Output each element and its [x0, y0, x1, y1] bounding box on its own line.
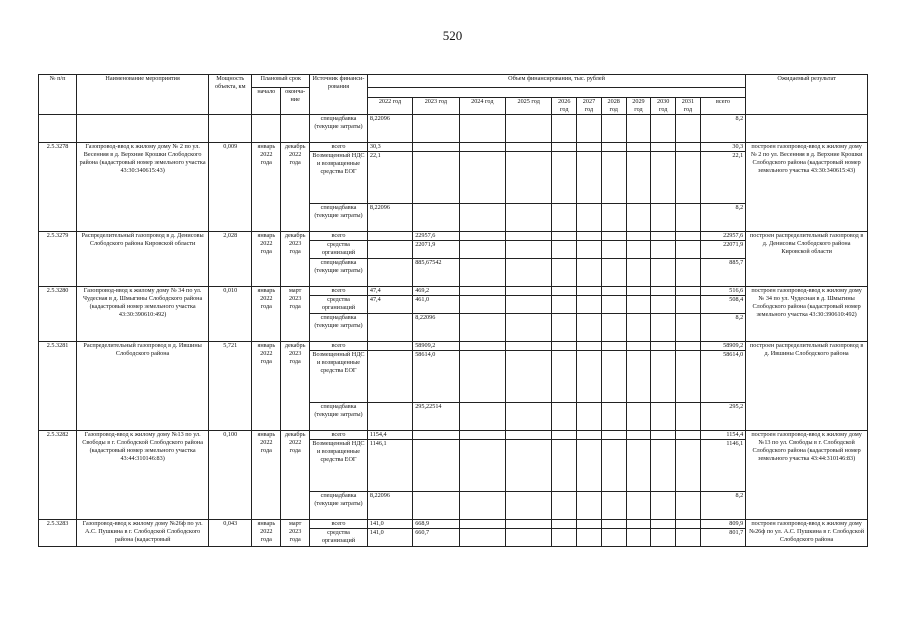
cell-value [459, 152, 505, 204]
cell-start: январь 2022 года [252, 143, 281, 232]
table-body [39, 115, 868, 547]
header-result: Ожидаемый результат [746, 75, 868, 115]
cell-value [459, 314, 505, 342]
cell-start: январь 2022 года [252, 520, 281, 547]
cell-num [39, 115, 77, 143]
cell-value [626, 115, 651, 143]
table-row [39, 520, 868, 529]
cell-value [651, 529, 676, 547]
cell-total: 8,2 [700, 115, 745, 143]
cell-value [413, 440, 459, 492]
cell-source: всего [310, 431, 368, 440]
financing-table [38, 74, 868, 547]
cell-value: 461,0 [413, 296, 459, 314]
cell-num: 2.5.3279 [39, 232, 77, 287]
header-source: Источник финанси- рования [310, 75, 368, 115]
cell-value [651, 492, 676, 520]
cell-value: 141,0 [367, 520, 412, 529]
cell-value [626, 351, 651, 403]
cell-num: 2.5.3280 [39, 287, 77, 342]
table-row [39, 287, 868, 296]
cell-value [552, 241, 577, 259]
cell-value [651, 342, 676, 351]
header-capacity: Мощность объекта, км [209, 75, 252, 115]
cell-source: Возмещенный НДС и возвращенные средства ЕОГ [310, 152, 368, 204]
cell-value: 47,4 [367, 287, 412, 296]
cell-value [577, 403, 602, 431]
cell-value [459, 204, 505, 232]
cell-source: всего [310, 232, 368, 241]
cell-value [676, 529, 701, 547]
cell-total: 1146,1 [700, 440, 745, 492]
cell-value [552, 403, 577, 431]
cell-value [626, 143, 651, 152]
cell-value [601, 342, 626, 351]
cell-source: всего [310, 143, 368, 152]
cell-name: Газопровод-ввод к жилому дому № 34 по ул. Чудесная в д. Шмыгины Слободского района (кадастровый номер земельного участка 43:30:390610:492) [77, 287, 209, 342]
cell-value [367, 259, 412, 287]
cell-start: январь 2022 года [252, 232, 281, 287]
header-total: всего [700, 98, 745, 115]
cell-value [651, 431, 676, 440]
cell-value [413, 115, 459, 143]
cell-source: средства организаций [310, 529, 368, 547]
cell-value [505, 529, 551, 547]
cell-value [552, 152, 577, 204]
cell-value: 30,3 [367, 143, 412, 152]
cell-total: 22,1 [700, 152, 745, 204]
cell-value [651, 115, 676, 143]
cell-value [577, 241, 602, 259]
cell-value [552, 232, 577, 241]
cell-value [505, 152, 551, 204]
cell-value [626, 342, 651, 351]
cell-value [626, 204, 651, 232]
cell-num: 2.5.3283 [39, 520, 77, 547]
cell-value: 1154,4 [367, 431, 412, 440]
cell-value [367, 241, 412, 259]
cell-value [651, 241, 676, 259]
cell-total: 8,2 [700, 492, 745, 520]
cell-value: 141,0 [367, 529, 412, 547]
cell-value [367, 351, 412, 403]
cell-value [676, 342, 701, 351]
cell-value [626, 314, 651, 342]
cell-value [601, 492, 626, 520]
cell-value [651, 520, 676, 529]
cell-name: Распределительный газопровод в д. Денисовы Слободского района Кировской области [77, 232, 209, 287]
cell-value [651, 403, 676, 431]
cell-value [651, 296, 676, 314]
cell-value [413, 492, 459, 520]
cell-value [577, 440, 602, 492]
cell-capacity: 0,010 [209, 287, 252, 342]
header-year: 2029 год [626, 98, 651, 115]
cell-value [459, 351, 505, 403]
cell-total: 801,7 [700, 529, 745, 547]
cell-value [505, 296, 551, 314]
cell-value: 1146,1 [367, 440, 412, 492]
cell-value [577, 314, 602, 342]
cell-total: 30,3 [700, 143, 745, 152]
cell-name: Газопровод-ввод к жилому дому №13 по ул. Свободы в г. Слободской Слободского района (кадастровый номер земельного участка 43:44:310146:83) [77, 431, 209, 520]
cell-value [601, 143, 626, 152]
cell-value: 668,9 [413, 520, 459, 529]
cell-value [459, 440, 505, 492]
cell-value [505, 314, 551, 342]
cell-total: 22957,6 [700, 232, 745, 241]
cell-source: средства организаций [310, 241, 368, 259]
cell-value [459, 241, 505, 259]
cell-value [577, 259, 602, 287]
cell-value [651, 204, 676, 232]
cell-value [676, 492, 701, 520]
cell-value [459, 529, 505, 547]
cell-value [413, 143, 459, 152]
header-year: 2027 год [577, 98, 602, 115]
cell-value [505, 403, 551, 431]
cell-result: построен распределительный газопровод в д. Ившины Слободского района [746, 342, 868, 431]
table-row [39, 232, 868, 241]
cell-value [676, 259, 701, 287]
cell-value [676, 287, 701, 296]
cell-value [676, 440, 701, 492]
cell-value [577, 492, 602, 520]
table-row [39, 143, 868, 152]
cell-value [367, 342, 412, 351]
header-year: 2031 год [676, 98, 701, 115]
cell-capacity: 0,009 [209, 143, 252, 232]
cell-value [552, 204, 577, 232]
cell-end [281, 115, 310, 143]
cell-value [601, 287, 626, 296]
cell-value [577, 287, 602, 296]
cell-value [459, 520, 505, 529]
cell-result: построен газопровод-ввод к жилому дому № 34 по ул. Чудесная в д. Шмыгины Слободского района (кадастровый номер земельного участка 43:30:390610:492) [746, 287, 868, 342]
cell-source: спецнадбавка (текущие затраты) [310, 259, 368, 287]
cell-value [626, 492, 651, 520]
cell-value [552, 351, 577, 403]
cell-value: 885,67542 [413, 259, 459, 287]
cell-value: 22071,9 [413, 241, 459, 259]
cell-value [651, 152, 676, 204]
cell-value [459, 287, 505, 296]
cell-value [505, 232, 551, 241]
cell-source: Возмещенный НДС и возвращенные средства ЕОГ [310, 351, 368, 403]
cell-value [367, 314, 412, 342]
cell-total: 58909,2 [700, 342, 745, 351]
cell-source: спецнадбавка (текущие затраты) [310, 314, 368, 342]
cell-value [413, 152, 459, 204]
cell-value [577, 143, 602, 152]
cell-value [601, 232, 626, 241]
cell-value [505, 143, 551, 152]
cell-capacity: 2,028 [209, 232, 252, 287]
cell-value [505, 342, 551, 351]
header-year: 2024 год [459, 98, 505, 115]
cell-value: 8,22096 [367, 492, 412, 520]
cell-value [552, 529, 577, 547]
cell-value [676, 351, 701, 403]
header-volume: Объем финансирования, тыс. рублей [367, 75, 745, 88]
cell-value [505, 492, 551, 520]
cell-value [626, 520, 651, 529]
cell-value [676, 232, 701, 241]
cell-total: 1154,4 [700, 431, 745, 440]
cell-value [413, 204, 459, 232]
cell-value [459, 296, 505, 314]
cell-source: средства организаций [310, 296, 368, 314]
cell-start: январь 2022 года [252, 431, 281, 520]
cell-result: построен газопровод-ввод к жилому дому №26ф по ул. А.С. Пушкина в г. Слободской Слободского района [746, 520, 868, 547]
cell-value [601, 440, 626, 492]
cell-value [601, 241, 626, 259]
cell-value [676, 152, 701, 204]
cell-value [505, 287, 551, 296]
cell-start [252, 115, 281, 143]
cell-value [601, 351, 626, 403]
cell-source: всего [310, 520, 368, 529]
cell-value [577, 431, 602, 440]
cell-value [577, 529, 602, 547]
cell-capacity: 0,100 [209, 431, 252, 520]
cell-value [601, 152, 626, 204]
cell-value [601, 314, 626, 342]
cell-value [601, 259, 626, 287]
header-year: 2028 год [601, 98, 626, 115]
cell-num: 2.5.3282 [39, 431, 77, 520]
cell-name: Распределительный газопровод в д. Ившины Слободского района [77, 342, 209, 431]
cell-value [505, 204, 551, 232]
cell-value [626, 259, 651, 287]
cell-value [367, 403, 412, 431]
cell-value [552, 492, 577, 520]
cell-result: построен газопровод-ввод к жилому дому № 2 по ул. Весенняя в д. Верхние Крошки Слободского района (кадастровый номер земельного участка 43:30:340615:43) [746, 143, 868, 232]
cell-end: декабрь 2023 года [281, 232, 310, 287]
cell-total: 508,4 [700, 296, 745, 314]
cell-value [626, 403, 651, 431]
cell-num: 2.5.3278 [39, 143, 77, 232]
cell-value [626, 529, 651, 547]
header-year: 2022 год [367, 98, 412, 115]
cell-value [577, 152, 602, 204]
cell-total: 58614,0 [700, 351, 745, 403]
cell-value: 58909,2 [413, 342, 459, 351]
cell-value [552, 296, 577, 314]
cell-value [676, 314, 701, 342]
cell-value [577, 115, 602, 143]
cell-value [676, 115, 701, 143]
cell-value [601, 431, 626, 440]
header-year: 2025 год [505, 98, 551, 115]
cell-value: 8,22096 [413, 314, 459, 342]
cell-name [77, 115, 209, 143]
cell-value: 22957,6 [413, 232, 459, 241]
cell-source: Возмещенный НДС и возвращенные средства ЕОГ [310, 440, 368, 492]
cell-value: 8,22096 [367, 204, 412, 232]
cell-value [459, 342, 505, 351]
cell-value [505, 351, 551, 403]
cell-value [601, 115, 626, 143]
cell-value [552, 143, 577, 152]
cell-source: спецнадбавка (текущие затраты) [310, 403, 368, 431]
cell-value [505, 115, 551, 143]
cell-value [651, 287, 676, 296]
cell-start: январь 2022 года [252, 342, 281, 431]
header-year: 2023 год [413, 98, 459, 115]
cell-value: 295,22514 [413, 403, 459, 431]
cell-total: 8,2 [700, 204, 745, 232]
cell-value [676, 296, 701, 314]
cell-capacity: 0,043 [209, 520, 252, 547]
cell-value [626, 431, 651, 440]
header-term-start: начало [252, 88, 281, 115]
cell-source: всего [310, 342, 368, 351]
cell-value [505, 440, 551, 492]
cell-name: Газопровод-ввод к жилому дому № 2 по ул. Весенняя в д. Верхние Крошки Слободского района (кадастровый номер земельного участка 43:30:340615:43) [77, 143, 209, 232]
cell-value [577, 351, 602, 403]
cell-value [676, 204, 701, 232]
cell-value: 469,2 [413, 287, 459, 296]
page-number: 520 [442, 28, 463, 43]
cell-total: 516,6 [700, 287, 745, 296]
cell-end: март 2023 года [281, 520, 310, 547]
table-header [39, 75, 868, 115]
header-num: № п/п [39, 75, 77, 115]
cell-value [505, 241, 551, 259]
header-term: Плановый срок [252, 75, 310, 88]
cell-value [413, 431, 459, 440]
cell-value [505, 259, 551, 287]
cell-value [601, 520, 626, 529]
cell-end: март 2023 года [281, 287, 310, 342]
cell-value [601, 296, 626, 314]
cell-num: 2.5.3281 [39, 342, 77, 431]
cell-source: спецнадбавка (текущие затраты) [310, 115, 368, 143]
cell-value [676, 143, 701, 152]
cell-name: Газопровод-ввод к жилому дому №26ф по ул. А.С. Пушкина в г. Слободской Слободского района (кадастровый [77, 520, 209, 547]
cell-value [676, 520, 701, 529]
cell-value [367, 232, 412, 241]
cell-source: всего [310, 287, 368, 296]
cell-value [626, 241, 651, 259]
cell-value: 47,4 [367, 296, 412, 314]
cell-value [577, 204, 602, 232]
cell-capacity [209, 115, 252, 143]
cell-value [626, 152, 651, 204]
cell-value [651, 143, 676, 152]
cell-total: 295,2 [700, 403, 745, 431]
cell-value [552, 287, 577, 296]
cell-result: построен распределительный газопровод в д. Денисовы Слободского района Кировской области [746, 232, 868, 287]
cell-value [676, 431, 701, 440]
cell-value [601, 529, 626, 547]
cell-value [552, 115, 577, 143]
table-row [39, 431, 868, 440]
cell-value [552, 342, 577, 351]
header-name: Наименование мероприятия [77, 75, 209, 115]
cell-value [651, 351, 676, 403]
cell-value [577, 342, 602, 351]
cell-value: 22,1 [367, 152, 412, 204]
cell-value [459, 143, 505, 152]
cell-end: декабрь 2023 года [281, 342, 310, 431]
table-row [39, 115, 868, 143]
cell-value [552, 440, 577, 492]
cell-value [651, 259, 676, 287]
header-term-end: оконча- ние [281, 88, 310, 115]
cell-value [651, 440, 676, 492]
cell-value: 660,7 [413, 529, 459, 547]
cell-value [651, 314, 676, 342]
cell-value [505, 431, 551, 440]
cell-value [577, 232, 602, 241]
cell-total: 8,2 [700, 314, 745, 342]
cell-end: декабрь 2022 года [281, 143, 310, 232]
cell-total: 809,9 [700, 520, 745, 529]
cell-capacity: 5,721 [209, 342, 252, 431]
table-row [39, 342, 868, 351]
cell-value [552, 431, 577, 440]
cell-value: 8,22096 [367, 115, 412, 143]
cell-value [626, 232, 651, 241]
cell-value [601, 204, 626, 232]
cell-value [552, 314, 577, 342]
cell-value [601, 403, 626, 431]
cell-result: построен газопровод-ввод к жилому дому №13 по ул. Свободы в г. Слободской Слободского района (кадастровый номер земельного участка 43:44:310146:83) [746, 431, 868, 520]
cell-value [552, 520, 577, 529]
cell-source: спецнадбавка (текущие затраты) [310, 204, 368, 232]
cell-value [459, 232, 505, 241]
cell-value [552, 259, 577, 287]
cell-value: 58614,0 [413, 351, 459, 403]
cell-total: 885,7 [700, 259, 745, 287]
cell-end: декабрь 2022 года [281, 431, 310, 520]
cell-start: январь 2022 года [252, 287, 281, 342]
cell-value [651, 232, 676, 241]
cell-result [746, 115, 868, 143]
cell-value [626, 440, 651, 492]
cell-source: спецнадбавка (текущие затраты) [310, 492, 368, 520]
header-year: 2026 год [552, 98, 577, 115]
cell-total: 22071,9 [700, 241, 745, 259]
cell-value [626, 296, 651, 314]
cell-value [459, 115, 505, 143]
cell-value [459, 403, 505, 431]
cell-value [459, 259, 505, 287]
cell-value [626, 287, 651, 296]
header-year: 2030 год [651, 98, 676, 115]
cell-value [676, 241, 701, 259]
cell-value [459, 492, 505, 520]
cell-value [577, 520, 602, 529]
cell-value [505, 520, 551, 529]
cell-value [676, 403, 701, 431]
cell-value [577, 296, 602, 314]
cell-value [459, 431, 505, 440]
